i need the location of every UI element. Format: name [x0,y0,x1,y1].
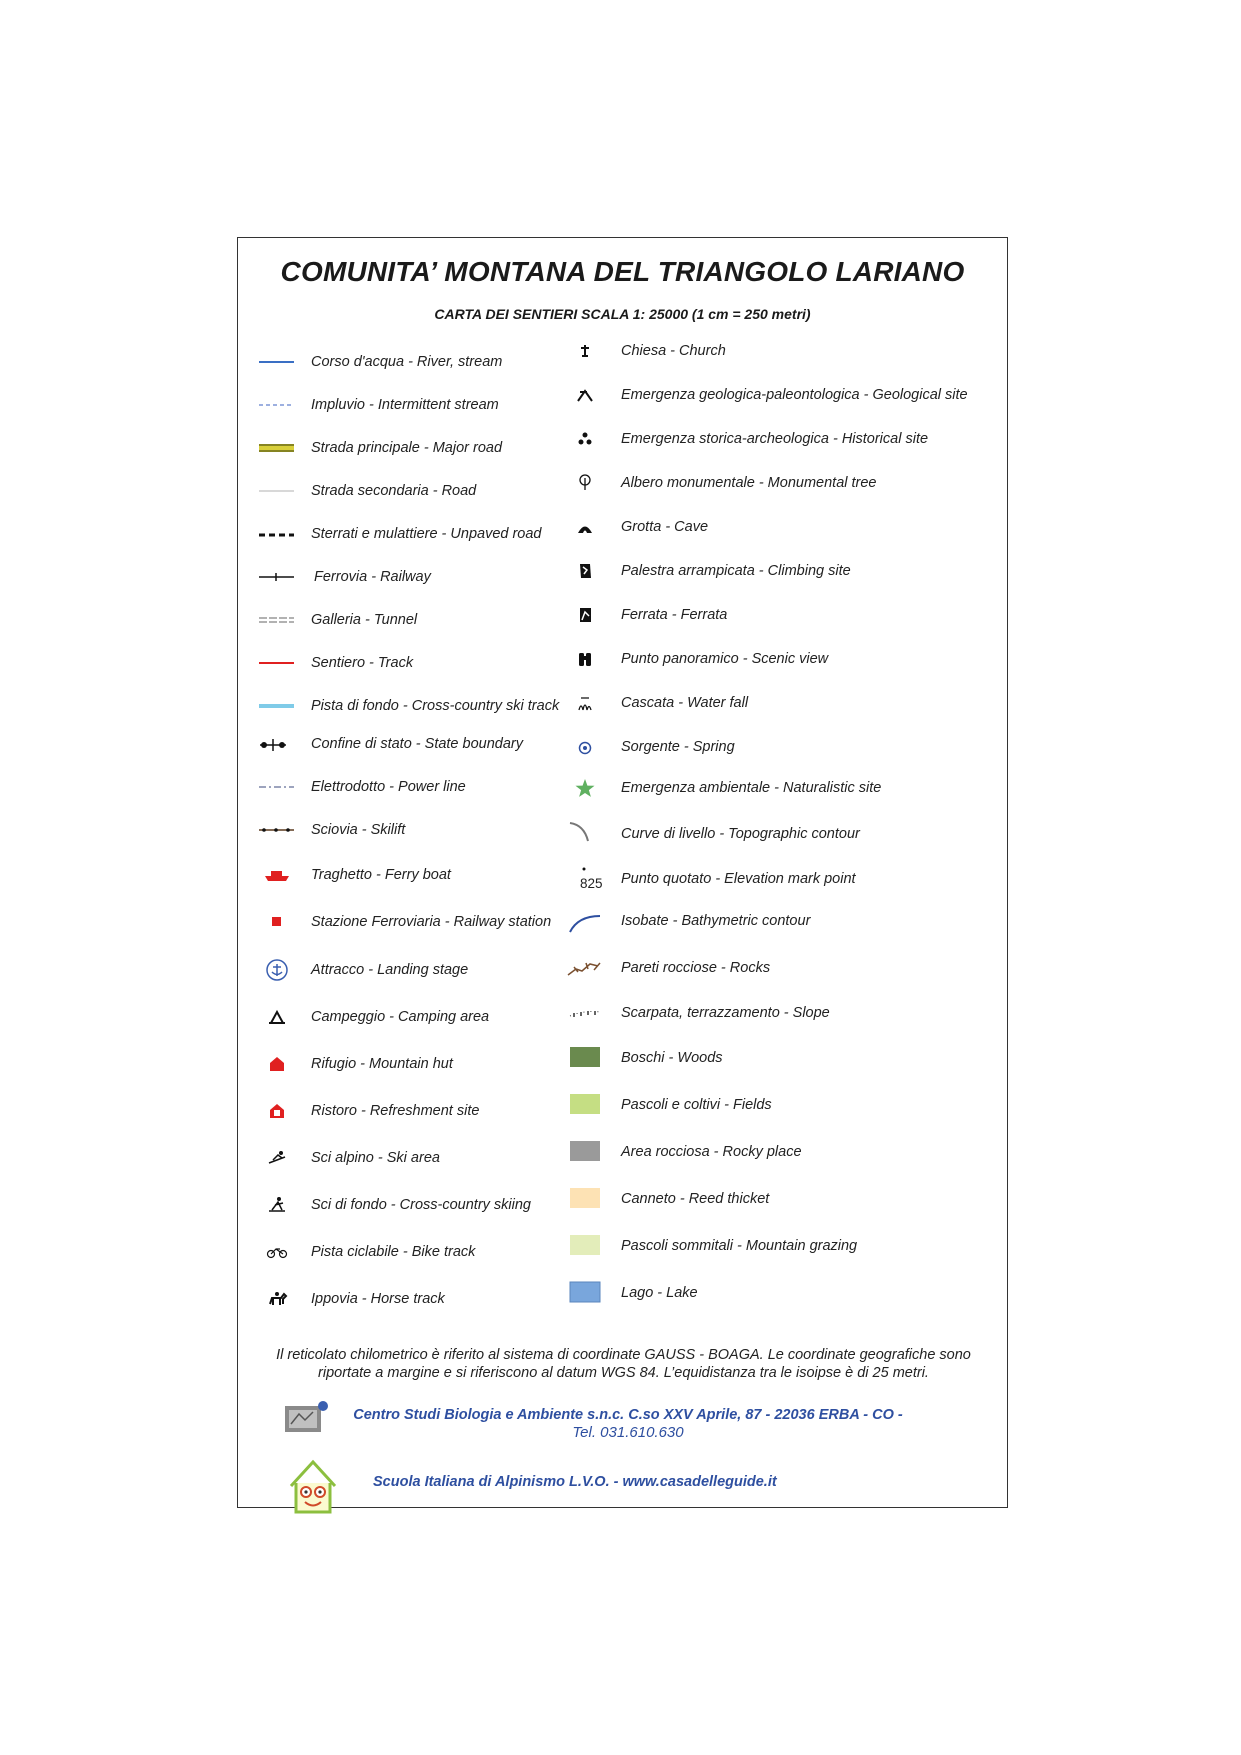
refreshment-icon [256,1096,306,1126]
legend-label: Confine di stato - State boundary [311,736,523,752]
legend-label: Sci alpino - Ski area [311,1150,440,1166]
legend-label: Area rocciosa - Rocky place [621,1144,802,1160]
power-line-icon [256,772,306,802]
legend-label: Corso d'acqua - River, stream [311,354,503,370]
legend-label: Strada principale - Major road [311,440,503,456]
bathymetric-icon [566,906,616,936]
legend-label: Pista ciclabile - Bike track [311,1244,476,1260]
lake-swatch-icon [566,1278,616,1308]
contour-icon [566,819,616,849]
legend-label: Curve di livello - Topographic contour [621,826,860,842]
legend-label: Albero monumentale - Monumental tree [621,475,877,491]
legend-label: Punto quotato - Elevation mark point [621,871,856,887]
legend-label: Sterrati e mulattiere - Unpaved road [311,526,542,542]
bicycle-icon [256,1237,306,1267]
legend-label: Grotta - Cave [621,519,709,535]
legend-label: Palestra arrampicata - Climbing site [621,563,851,579]
company-address: Centro Studi Biologia e Ambiente s.n.c. C.so XXV Aprile, 87 - 22036 ERBA - CO - [353,1407,903,1423]
legend-label: Emergenza ambientale - Naturalistic site [621,780,882,796]
river-line-icon [256,347,306,377]
ski-track-line-icon [256,691,306,721]
waterfall-icon [566,688,616,718]
legend-label: Rifugio - Mountain hut [311,1056,453,1072]
legend-label: Sci di fondo - Cross-country skiing [311,1197,531,1213]
state-boundary-line-icon [256,729,306,759]
tunnel-line-icon [256,605,306,635]
legend-label: Cascata - Water fall [621,695,749,711]
reed-swatch-icon [566,1184,616,1214]
legend-label: Strada secondaria - Road [311,483,477,499]
elevation-value: 825 [580,876,603,891]
legend-label: Ferrata - Ferrata [621,607,728,623]
legend-label: Punto panoramico - Scenic view [621,651,829,667]
page-title: COMUNITA’ MONTANA DEL TRIANGOLO LARIANO [280,256,965,287]
grazing-swatch-icon [566,1231,616,1261]
legend-label: Sciovia - Skilift [311,822,406,838]
slope-icon [566,998,616,1028]
legend-label: Lago - Lake [621,1285,698,1301]
intermittent-stream-line-icon [256,390,306,420]
road-line-icon [256,476,306,506]
legend-label: Isobate - Bathymetric contour [621,913,811,929]
rocks-icon [566,953,616,983]
legend-label: Scarpata, terrazzamento - Slope [621,1005,830,1021]
company-phone: Tel. 031.610.630 [572,1424,684,1441]
legend-label: Pascoli e coltivi - Fields [621,1097,772,1113]
school-logo [283,1456,343,1521]
legend-label: Attracco - Landing stage [311,962,469,978]
legend-label: Elettrodotto - Power line [311,779,466,795]
star-icon [566,773,616,803]
cross-country-ski-icon [256,1190,306,1220]
school-info: Scuola Italiana di Alpinismo L.V.O. - www.casadelleguide.it [373,1474,777,1490]
church-icon [566,336,616,366]
legend-label: Pascoli sommitali - Mountain grazing [621,1238,858,1254]
legend-label: Ferrovia - Railway [314,569,431,585]
horse-icon [256,1284,306,1314]
mountain-hut-icon [256,1049,306,1079]
anchor-icon [256,955,306,985]
spring-icon [566,732,616,762]
legend-label: Galleria - Tunnel [311,612,418,628]
legend-label: Pista di fondo - Cross-country ski track [311,698,560,714]
legend-label: Campeggio - Camping area [311,1009,490,1025]
page-subtitle: CARTA DEI SENTIERI SCALA 1: 25000 (1 cm = 250 metri) [434,306,811,322]
legend-label: Traghetto - Ferry boat [311,867,451,883]
rocky-swatch-icon [566,1137,616,1167]
cave-icon [566,512,616,542]
track-line-icon [256,648,306,678]
climbing-icon [566,556,616,586]
skilift-line-icon [256,815,306,845]
legend-label: Canneto - Reed thicket [621,1191,770,1207]
ferry-icon [256,860,306,890]
company-contact [338,1406,918,1442]
geological-site-icon [566,380,616,410]
binoculars-icon [566,644,616,674]
legend-label: Ristoro - Refreshment site [311,1103,480,1119]
tent-icon [256,1002,306,1032]
legend-label: Impluvio - Intermittent stream [311,397,499,413]
legend-label: Chiesa - Church [621,343,726,359]
legend-label: Boschi - Woods [621,1050,723,1066]
alpine-ski-icon [256,1143,306,1173]
company-logo [283,1400,331,1441]
fields-swatch-icon [566,1090,616,1120]
railway-station-icon [256,907,306,937]
legend-label: Stazione Ferroviaria - Railway station [311,914,552,930]
woods-swatch-icon [566,1043,616,1073]
tree-icon [566,468,616,498]
legend-label: Sorgente - Spring [621,739,735,755]
legend-label: Emergenza storica-archeologica - Historical site [621,431,929,447]
historical-site-icon [566,424,616,454]
legend-card [237,237,1008,1508]
legend-label: Ippovia - Horse track [311,1291,445,1307]
railway-line-icon [256,562,306,592]
legend-label: Pareti rocciose - Rocks [621,960,771,976]
major-road-line-icon [256,433,306,463]
legend-label: Emergenza geologica-paleontologica - Geological site [621,387,968,403]
ferrata-icon [566,600,616,630]
legend-label: Sentiero - Track [311,655,414,671]
unpaved-road-line-icon [256,519,306,549]
coordinate-note: Il reticolato chilometrico è riferito al sistema di coordinate GAUSS - BOAGA. Le coordinate geografiche sono riportate a margine e si riferiscono al datum WGS 84. L’equidistanza tra le isoipse è di 25 metri. [276,1347,971,1381]
